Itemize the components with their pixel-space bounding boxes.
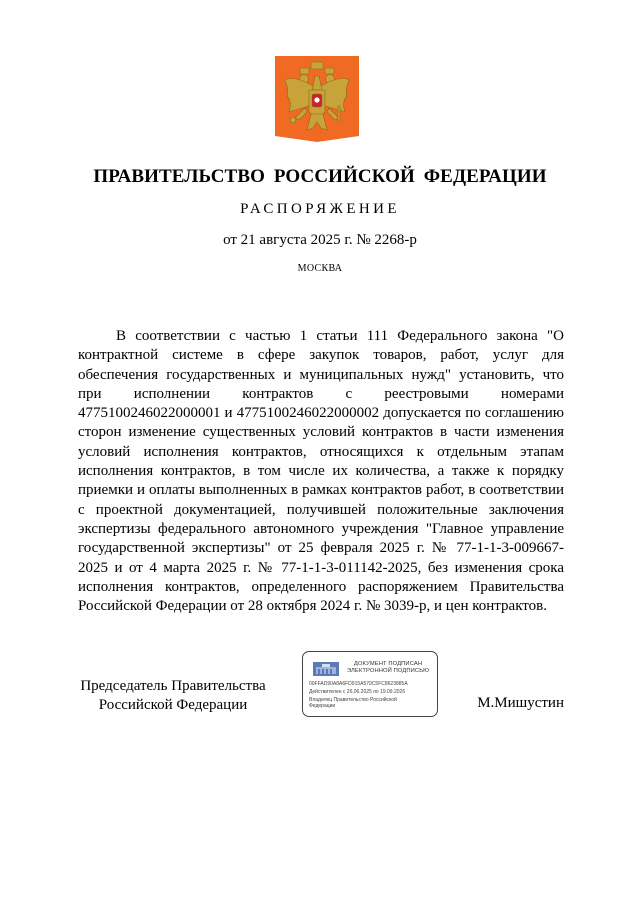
electronic-signature-stamp [302,651,438,717]
coat-of-arms-emblem [275,56,359,142]
document-type: РАСПОРЯЖЕНИЕ [240,201,400,217]
stamp-heading-line2: ЭЛЕКТРОННОЙ ПОДПИСЬЮ [346,668,430,674]
signer-position [78,677,268,715]
order-body-paragraph: В соответствии с частью 1 статьи 111 Федерального закона "О контрактной системе в сфере закупок товаров, работ, услуг для обеспечения государственных и муниципальных нужд" установить, что при исполнении контрактов с реестровыми номерами 4775100246022000001 и 4775100246022000002 допускается по соглашению сторон изменение существенных условий контрактов в части изменения условий исполнения контрактов, относящихся к отдельным этапам исполнения контрактов, в том числе их количества, а также к порядку приемки и оплаты выполненных в рамках контрактов работ, в соответствии с проектной документацией, получившей положительные заключения экспертизы федерального автономного учреждения "Главное управление государственной экспертизы" от 25 февраля 2025 г. № 77-1-1-3-009667-2025 и от 4 марта 2025 г. № 77-1-1-3-011142-2025, без изменения срока исполнения контрактов, определенного распоряжением Правительства Российской Федерации от 28 октября 2024 г. № 3039-р, и цен контрактов. [78,328,564,615]
government-title: ПРАВИТЕЛЬСТВО РОССИЙСКОЙ ФЕДЕРАЦИИ [93,166,547,187]
stamp-owner-line1: Владелец Правительство Российской [309,697,397,703]
signer-position-line1: Председатель Правительства [80,678,266,694]
signer-name: М.Мишустин [477,695,564,711]
stamp-owner-line2: Федерации [309,703,336,709]
document-city: МОСКВА [297,263,343,274]
stamp-validity: Действителен с 26.06.2025 по 19.09.2026 [309,689,406,695]
document-date-number: от 21 августа 2025 г. № 2268-р [223,232,417,248]
stamp-heading-line1: ДОКУМЕНТ ПОДПИСАН [353,661,423,667]
signer-position-line2: Российской Федерации [98,697,248,713]
government-building-icon [313,662,339,676]
stamp-heading [339,661,437,675]
stamp-certificate: 00FFAD90A8A6FD915A579C5FC8623885A [309,681,408,687]
